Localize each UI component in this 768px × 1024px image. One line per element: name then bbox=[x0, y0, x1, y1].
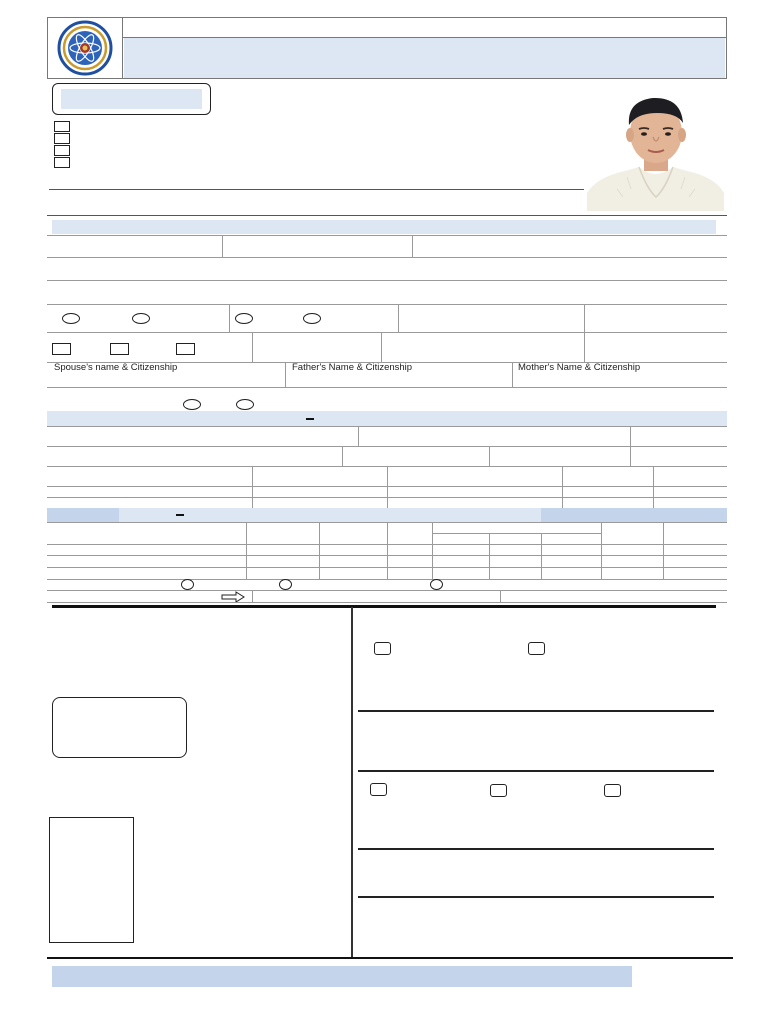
col-line bbox=[489, 533, 490, 579]
row-line bbox=[47, 446, 727, 447]
status-radio[interactable] bbox=[303, 313, 321, 324]
personal-info-header-band bbox=[52, 220, 716, 234]
col-line bbox=[398, 304, 399, 332]
row-line bbox=[47, 235, 727, 236]
col-line bbox=[500, 590, 501, 602]
yes-no-radio[interactable] bbox=[183, 399, 201, 410]
signature-line bbox=[358, 896, 714, 898]
option-checkbox[interactable] bbox=[490, 784, 507, 797]
option-checkbox[interactable] bbox=[604, 784, 621, 797]
mother-name-label: Mother's Name & Citizenship bbox=[518, 362, 641, 373]
civil-status-checkbox[interactable] bbox=[176, 343, 195, 355]
col-line bbox=[584, 332, 585, 362]
subheader-line bbox=[432, 533, 601, 534]
government-seal-icon bbox=[52, 20, 118, 76]
col-line bbox=[222, 235, 223, 257]
signature-line bbox=[358, 770, 714, 772]
option-radio[interactable] bbox=[181, 579, 194, 590]
signature-line bbox=[358, 710, 714, 712]
exam-header-band-left bbox=[47, 508, 119, 522]
option-checkbox[interactable] bbox=[374, 642, 391, 655]
application-option-checkbox[interactable] bbox=[54, 121, 70, 132]
footer-band bbox=[52, 966, 632, 987]
row-line bbox=[47, 387, 727, 388]
row-line bbox=[47, 602, 727, 603]
col-line bbox=[630, 426, 631, 446]
thumbmark-box bbox=[52, 697, 187, 758]
col-line bbox=[252, 590, 253, 602]
row-line bbox=[47, 555, 727, 556]
sex-radio[interactable] bbox=[132, 313, 150, 324]
col-line bbox=[584, 304, 585, 332]
col-line bbox=[252, 332, 253, 362]
col-line bbox=[653, 466, 654, 508]
signature-line bbox=[358, 848, 714, 850]
father-name-label: Father's Name & Citizenship bbox=[292, 362, 413, 373]
row-line bbox=[47, 426, 727, 427]
col-line bbox=[342, 446, 343, 466]
col-line bbox=[285, 362, 286, 387]
yes-no-radio[interactable] bbox=[236, 399, 254, 410]
application-number-field[interactable] bbox=[61, 89, 202, 109]
col-line bbox=[319, 522, 320, 579]
lower-section-divider bbox=[351, 607, 353, 958]
col-line bbox=[381, 332, 382, 362]
col-line bbox=[541, 533, 542, 579]
dash-mark bbox=[176, 514, 184, 516]
row-line bbox=[47, 544, 727, 545]
section-top-line bbox=[47, 215, 727, 216]
dash-mark bbox=[306, 418, 314, 420]
row-line bbox=[47, 567, 727, 568]
option-checkbox[interactable] bbox=[528, 642, 545, 655]
option-checkbox[interactable] bbox=[370, 783, 387, 796]
applicant-name-line bbox=[49, 189, 584, 190]
application-option-checkbox[interactable] bbox=[54, 133, 70, 144]
civil-status-checkbox[interactable] bbox=[110, 343, 129, 355]
exam-header-band-right bbox=[541, 508, 727, 522]
education-header-band bbox=[47, 411, 727, 426]
col-line bbox=[229, 304, 230, 332]
col-line bbox=[601, 522, 602, 579]
right-thumbmark-box bbox=[49, 817, 134, 943]
sex-radio[interactable] bbox=[62, 313, 80, 324]
col-line bbox=[432, 522, 433, 579]
status-radio[interactable] bbox=[235, 313, 253, 324]
row-line bbox=[47, 497, 727, 498]
row-line bbox=[47, 590, 727, 591]
row-line bbox=[47, 304, 727, 305]
row-line bbox=[47, 486, 727, 487]
col-line bbox=[252, 466, 253, 508]
arrow-right-icon bbox=[221, 590, 245, 602]
application-option-checkbox[interactable] bbox=[54, 145, 70, 156]
header-title-field[interactable] bbox=[124, 38, 725, 78]
col-line bbox=[512, 362, 513, 387]
col-line bbox=[562, 466, 563, 508]
row-line bbox=[47, 257, 727, 258]
row-line bbox=[47, 280, 727, 281]
page-bottom-rule bbox=[47, 957, 733, 959]
col-line bbox=[630, 446, 631, 466]
col-line bbox=[358, 426, 359, 446]
spouse-name-label: Spouse's name & Citizenship bbox=[54, 362, 178, 373]
row-line bbox=[47, 332, 727, 333]
application-option-checkbox[interactable] bbox=[54, 157, 70, 168]
col-line bbox=[412, 235, 413, 257]
col-line bbox=[489, 446, 490, 466]
header-divider bbox=[122, 17, 123, 79]
option-radio[interactable] bbox=[279, 579, 292, 590]
col-line bbox=[663, 522, 664, 579]
col-line bbox=[246, 522, 247, 579]
applicant-photo bbox=[587, 93, 724, 211]
civil-status-checkbox[interactable] bbox=[52, 343, 71, 355]
row-line bbox=[47, 579, 727, 580]
col-line bbox=[387, 466, 388, 508]
option-radio[interactable] bbox=[430, 579, 443, 590]
lower-section-top-rule bbox=[52, 605, 716, 608]
col-line bbox=[387, 522, 388, 579]
